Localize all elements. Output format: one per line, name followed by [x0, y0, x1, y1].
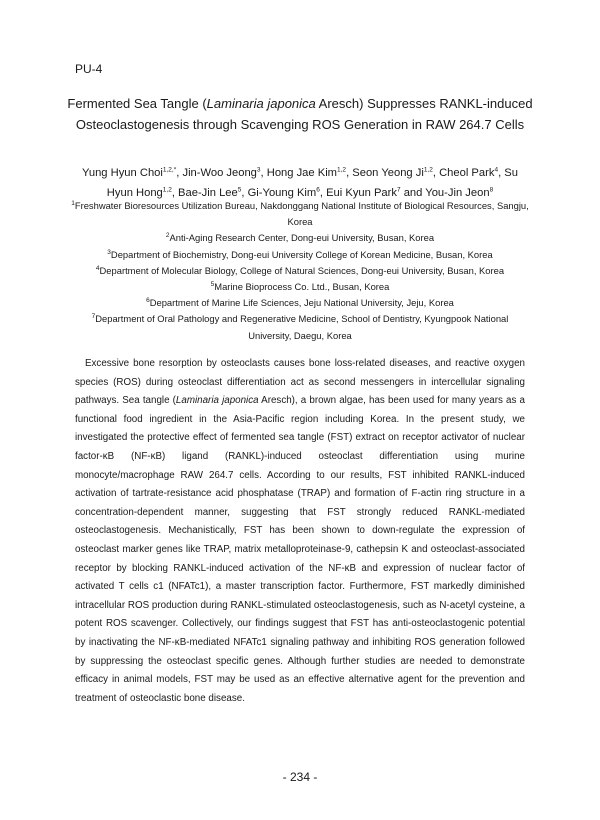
- author-name: You-Jin Jeon: [425, 187, 490, 199]
- affiliation-text: Anti-Aging Research Center, Dong-eui University, Busan, Korea: [169, 232, 435, 244]
- author-name: Gi-Young Kim: [247, 187, 317, 199]
- affiliation-number: 1: [71, 199, 75, 207]
- affiliation-item: [70, 311, 530, 343]
- affiliation-number: 2: [165, 232, 170, 240]
- author-affil-mark: 1,2,*: [162, 166, 177, 174]
- author-sep: ,: [171, 187, 179, 199]
- abstract-body: [75, 355, 525, 708]
- affiliation-number: 3: [107, 248, 111, 256]
- author-sep: ,: [498, 167, 505, 179]
- author-name: Bae-Jin Lee: [178, 187, 238, 199]
- paper-title: [60, 93, 540, 135]
- title-line-2: Osteoclastogenesis through Scavenging ROS Generation in RAW 264.7 Cells: [75, 117, 525, 132]
- author-affil-mark: 3: [256, 166, 261, 174]
- author-sep: ,: [260, 167, 267, 179]
- author-name: Seon Yeong Ji: [352, 167, 424, 179]
- affiliation-item: [70, 247, 530, 263]
- author-name: Eui Kyun Park: [326, 187, 397, 199]
- session-code: PU-4: [75, 62, 103, 76]
- author-sep: ,: [432, 167, 440, 179]
- affiliation-item: [70, 279, 530, 295]
- author-sep: and: [400, 187, 426, 199]
- affiliation-text: Department of Molecular Biology, College of Natural Sciences, Dong-eui University, Busan, Korea: [99, 264, 505, 276]
- author-name: Cheol Park: [439, 167, 495, 179]
- author-list: [75, 163, 525, 203]
- abstract-species: Laminaria japonica: [175, 395, 259, 407]
- abstract-text: Aresch), a brown algae, has been used for many years as a functional food ingredient in the Asia-Pacific region including Korea. In the present study, we investigated the protective effect of fermented sea tangle (FST) extract on receptor activator of nuclear factor-κB (NF-κB) ligand (RANKL)-induced osteoclast differentiation using murine monocyte/macrophage RAW 264.7 cells. According to our results, FST inhibited RANKL-induced activation of tartrate-resistance acid phosphatase (TRAP) and formation of F-actin ring structure in a concentration-dependent manner, suggesting that FST strongly reduced RANKL-mediated osteoclastogenesis. Mechanistically, FST has been shown to down-regulate the expression of osteoclast marker genes like TRAP, matrix metalloproteinase-9, cathepsin K and osteoclast-associated receptor by blocking RANKL-induced activation of the NF-κB and expression of nuclear factor of activated T cells c1 (NFATc1), a master transcription factor. Furthermore, FST markedly diminished intracellular ROS production during RANKL-stimulated osteoclastogenesis, such as N-acetyl cysteine, a potent ROS scavenger. Collectively, our findings suggest that FST has anti-osteoclastogenic potential by inactivating the NF-κB-mediated NFATc1 signaling pathway and inhibiting ROS generation followed by suppressing the osteoclast specific genes. Although further studies are needed to demonstrate efficacy in animal models, FST may be used as an effective alternative agent for the prevention and treatment of osteoclastic bone disease.: [75, 395, 525, 704]
- author-name: Yung Hyun Choi: [82, 167, 163, 179]
- affiliation-text: Department of Oral Pathology and Regenerative Medicine, School of Dentistry, Kyungpook National University, Daegu, Korea: [95, 313, 509, 341]
- author-sep: ,: [346, 167, 353, 179]
- author-sep: ,: [241, 187, 248, 199]
- author-affil-mark: 1,2: [423, 166, 433, 174]
- affiliation-number: 5: [210, 280, 215, 288]
- author-name: Su Hyun Hong: [106, 167, 518, 199]
- page-number: - 234 -: [282, 770, 318, 784]
- title-part: Aresch) Suppresses RANKL-induced: [315, 96, 533, 111]
- affiliation-number: 6: [146, 297, 150, 305]
- affiliation-text: Marine Bioprocess Co. Ltd., Busan, Korea: [214, 281, 390, 293]
- author-sep: ,: [176, 167, 183, 179]
- title-part: Fermented Sea Tangle (: [67, 96, 207, 111]
- affiliation-text: Freshwater Bioresources Utilization Bureau, Nakdonggang National Institute of Biological Resources, Sangju, Korea: [74, 200, 529, 228]
- affiliation-item: [70, 230, 530, 246]
- affiliation-number: 4: [95, 264, 100, 272]
- author-affil-mark: 8: [489, 186, 494, 194]
- affiliation-list: [70, 198, 530, 344]
- affiliation-item: [70, 198, 530, 230]
- author-affil-mark: 6: [316, 186, 320, 194]
- affiliation-number: 7: [91, 313, 96, 321]
- author-affil-mark: 7: [396, 186, 401, 194]
- author-name: Jin-Woo Jeong: [182, 167, 257, 179]
- author-affil-mark: 4: [494, 166, 499, 174]
- affiliation-text: Department of Marine Life Sciences, Jeju National University, Jeju, Korea: [149, 297, 454, 309]
- affiliation-text: Department of Biochemistry, Dong-eui University College of Korean Medicine, Busan, Korea: [110, 248, 493, 260]
- abstract-text: Excessive bone resorption by osteoclasts causes bone loss-related diseases, and reactive oxygen species (ROS) during osteoclast differentiation act as second messengers in intercellular signaling pathways. Sea tangle (: [75, 358, 525, 407]
- title-species: Laminaria japonica: [206, 96, 316, 111]
- affiliation-item: [70, 263, 530, 279]
- author-affil-mark: 1,2: [337, 166, 347, 174]
- author-sep: ,: [319, 187, 327, 199]
- author-affil-mark: 5: [237, 186, 242, 194]
- affiliation-item: [70, 295, 530, 311]
- author-affil-mark: 1,2: [162, 186, 172, 194]
- author-name: Hong Jae Kim: [266, 167, 338, 179]
